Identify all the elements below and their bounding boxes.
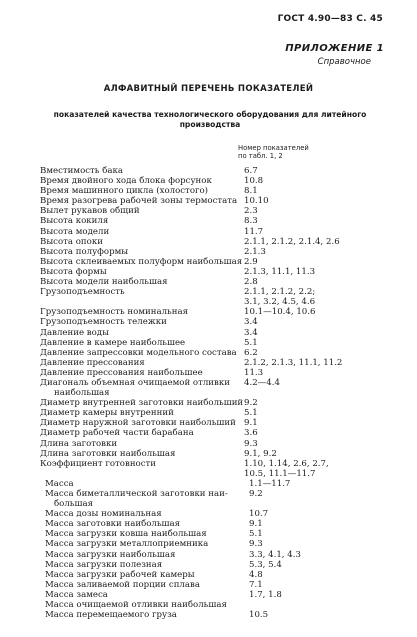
list-item [0, 338, 417, 348]
indicator-number: 10.7 [249, 509, 269, 520]
indicator-number: 9.1, 9.2 [244, 448, 277, 459]
reference-label: Справочное [317, 57, 371, 67]
indicator-number: 2.1.3, 11.1, 11.3 [244, 266, 316, 277]
list-item [0, 550, 417, 560]
list-item [0, 227, 417, 237]
subtitle-line-2: производства [179, 119, 241, 129]
list-item [0, 499, 417, 509]
subtitle-line-1: показателей качества технологического оборудования для литейного [53, 110, 367, 119]
indicator-name: Диаметр рабочей части барабана [40, 428, 194, 439]
indicator-name: Давление воды [40, 327, 109, 338]
list-item [0, 307, 417, 317]
list-item [0, 509, 417, 519]
list-item [0, 388, 417, 398]
list-item [0, 449, 417, 459]
indicator-number: 10.5, 11.1—11.7 [244, 468, 316, 479]
indicator-name: Давление в камере наибольшее [40, 337, 186, 348]
indicator-name: Давление прессования наибольшее [40, 367, 203, 378]
indicator-name: Высота склеиваемых полуформ наибольшая [40, 256, 243, 267]
document-subtitle [40, 110, 380, 129]
indicator-number: 9.3 [244, 438, 258, 449]
indicator-number: 2.8 [244, 277, 258, 288]
indicator-name: Масса перемещаемого груза [45, 610, 177, 621]
list-item [0, 186, 417, 196]
indicator-number: 3.6 [244, 428, 258, 439]
indicator-name [0, 297, 235, 307]
indicator-number: 1.7, 1.8 [249, 589, 282, 600]
list-item [0, 287, 417, 297]
indicator-name: Грузоподъемность [40, 287, 125, 298]
indicator-name: Диаметр камеры внутренний [40, 408, 174, 419]
indicator-number: 9.1 [244, 418, 258, 429]
indicator-number: 10.10 [244, 196, 269, 207]
indicator-name: Длина заготовки [40, 438, 118, 449]
list-item [0, 277, 417, 287]
list-item [0, 469, 417, 479]
list-item [0, 459, 417, 469]
list-item [0, 580, 417, 590]
indicator-name: большая [54, 499, 94, 510]
list-item [0, 479, 417, 489]
list-item [0, 216, 417, 226]
indicator-name: Масса загрузки ковша наибольшая [45, 529, 207, 540]
list-item [0, 206, 417, 216]
indicator-name: Грузоподъемность номинальная [40, 307, 188, 318]
indicator-name: Масса заготовки наибольшая [45, 519, 181, 530]
indicator-number: 3.4 [244, 317, 258, 328]
list-item [0, 610, 417, 620]
indicator-number: 4.8 [249, 569, 263, 580]
list-item [0, 600, 417, 610]
indicator-name: Масса заливаемой порции сплава [45, 579, 200, 590]
indicator-number: 9.2 [249, 489, 263, 499]
indicator-name: Вместимость бака [40, 166, 124, 176]
list-item [0, 539, 417, 549]
list-item [0, 257, 417, 267]
indicator-number: 5.3, 5.4 [249, 559, 282, 570]
list-item [0, 267, 417, 277]
list-item [0, 297, 417, 307]
indicator-name: Масса очищаемой отливки наибольшая [45, 600, 227, 611]
indicator-number: 2.1.2, 2.1.3, 11.1, 11.2 [244, 357, 343, 368]
indicator-name: Время двойного хода блока форсунок [40, 176, 212, 187]
indicator-number: 2.9 [244, 256, 258, 267]
indicator-number: 2.1.3 [244, 246, 266, 257]
appendix-label: ПРИЛОЖЕНИЕ 1 [285, 43, 384, 54]
list-item [0, 378, 417, 388]
indicator-number: 1.1—11.7 [249, 478, 291, 489]
column-header [238, 144, 378, 160]
indicator-name: Масса дозы номинальная [45, 509, 162, 520]
document-title: АЛФАВИТНЫЙ ПЕРЕЧЕНЬ ПОКАЗАТЕЛЕЙ [103, 84, 314, 94]
indicator-name: Время разогрева рабочей зоны термостата [40, 196, 238, 207]
indicator-number: 10.1—10.4, 10.6 [244, 307, 316, 318]
indicator-name: Масса [45, 478, 74, 489]
list-item [0, 166, 417, 176]
indicator-number: 6.7 [244, 166, 258, 176]
indicator-name: Высота опоки [40, 236, 103, 247]
indicator-number: 5.1 [244, 337, 258, 348]
indicator-number: 1.10, 1.14, 2.6, 2.7, [244, 458, 329, 469]
list-item [0, 398, 417, 408]
list-item [0, 358, 417, 368]
list-item [0, 519, 417, 529]
indicator-name: Масса загрузки металлоприемника [45, 539, 209, 550]
indicator-number: 9.2 [244, 398, 258, 409]
indicator-number: 2.1.1, 2.1.2, 2.1.4, 2.6 [244, 236, 340, 247]
indicator-name: Масса замеса [45, 589, 108, 600]
indicator-name: Диаметр наружной заготовки наибольший [40, 418, 236, 429]
list-item [0, 590, 417, 600]
indicator-number: 3.4 [244, 327, 258, 338]
list-item [0, 328, 417, 338]
list-item [0, 247, 417, 257]
indicator-number: 8.3 [244, 216, 258, 227]
indicator-name: Масса биметаллической заготовки наи- [45, 489, 228, 499]
indicator-name: Масса загрузки полезная [45, 559, 163, 570]
list-item [0, 176, 417, 186]
indicator-name [0, 469, 235, 479]
indicator-name: Вылет рукавов общий [40, 206, 140, 217]
indicator-name: Время машинного цикла (холостого) [40, 186, 209, 197]
indicator-number: 9.1 [249, 519, 263, 530]
indicator-number: 4.2—4.4 [244, 377, 280, 388]
indicator-number: 3.1, 3.2, 4.5, 4.6 [244, 297, 316, 308]
indicator-name: Высота кокиля [40, 216, 109, 227]
list-item [0, 368, 417, 378]
indicator-name: Длина заготовки наибольшая [40, 448, 176, 459]
indicator-number: 7.1 [249, 579, 263, 590]
list-item [0, 570, 417, 580]
column-header-line-1: Номер показателей [238, 144, 309, 152]
list-item [0, 408, 417, 418]
indicator-name: Давление прессования [40, 357, 145, 368]
indicator-number: 5.1 [249, 529, 263, 540]
indicator-name: Грузоподъемность тележки [40, 317, 167, 328]
standard-header: ГОСТ 4.90—83 С. 45 [277, 14, 383, 24]
indicator-name: наибольшая [54, 388, 110, 399]
indicator-name: Диагональ объемная очищаемой отливки [40, 377, 230, 388]
list-item [0, 489, 417, 499]
list-item [0, 317, 417, 327]
list-item [0, 428, 417, 438]
indicator-number [248, 388, 417, 398]
indicator-name: Давление запрессовки модельного состава [40, 347, 237, 358]
list-item [0, 529, 417, 539]
indicator-number: 2.1.1, 2.1.2, 2.2; [244, 287, 316, 298]
indicator-name: Масса загрузки наибольшая [45, 549, 176, 560]
column-header-line-2: по табл. 1, 2 [238, 152, 283, 160]
list-item [0, 439, 417, 449]
indicator-number: 10.5 [249, 610, 269, 621]
indicator-number: 2.3 [244, 206, 258, 217]
list-item [0, 237, 417, 247]
indicator-number: 11.7 [244, 226, 264, 237]
indicator-name: Высота формы [40, 266, 107, 277]
indicator-number: 6.2 [244, 347, 258, 358]
indicator-name: Высота модели [40, 226, 110, 237]
indicator-number: 11.3 [244, 367, 264, 378]
list-item [0, 348, 417, 358]
indicator-number: 10.8 [244, 176, 264, 187]
indicator-number: 3.3, 4.1, 4.3 [249, 549, 301, 560]
list-item [0, 196, 417, 206]
indicator-number: 5.1 [244, 408, 258, 419]
indicator-name: Диаметр внутренней заготовки наибольший [40, 398, 244, 409]
indicator-list [0, 166, 417, 620]
indicator-name: Высота полуформы [40, 246, 129, 257]
indicator-name: Высота модели наибольшая [40, 277, 168, 288]
indicator-name: Коэффициент готовности [40, 458, 157, 469]
indicator-name: Масса загрузки рабочей камеры [45, 569, 195, 580]
indicator-number [248, 499, 417, 509]
list-item [0, 418, 417, 428]
indicator-number [240, 600, 409, 610]
indicator-number: 9.3 [249, 539, 263, 550]
list-item [0, 560, 417, 570]
indicator-number: 8.1 [244, 186, 258, 197]
